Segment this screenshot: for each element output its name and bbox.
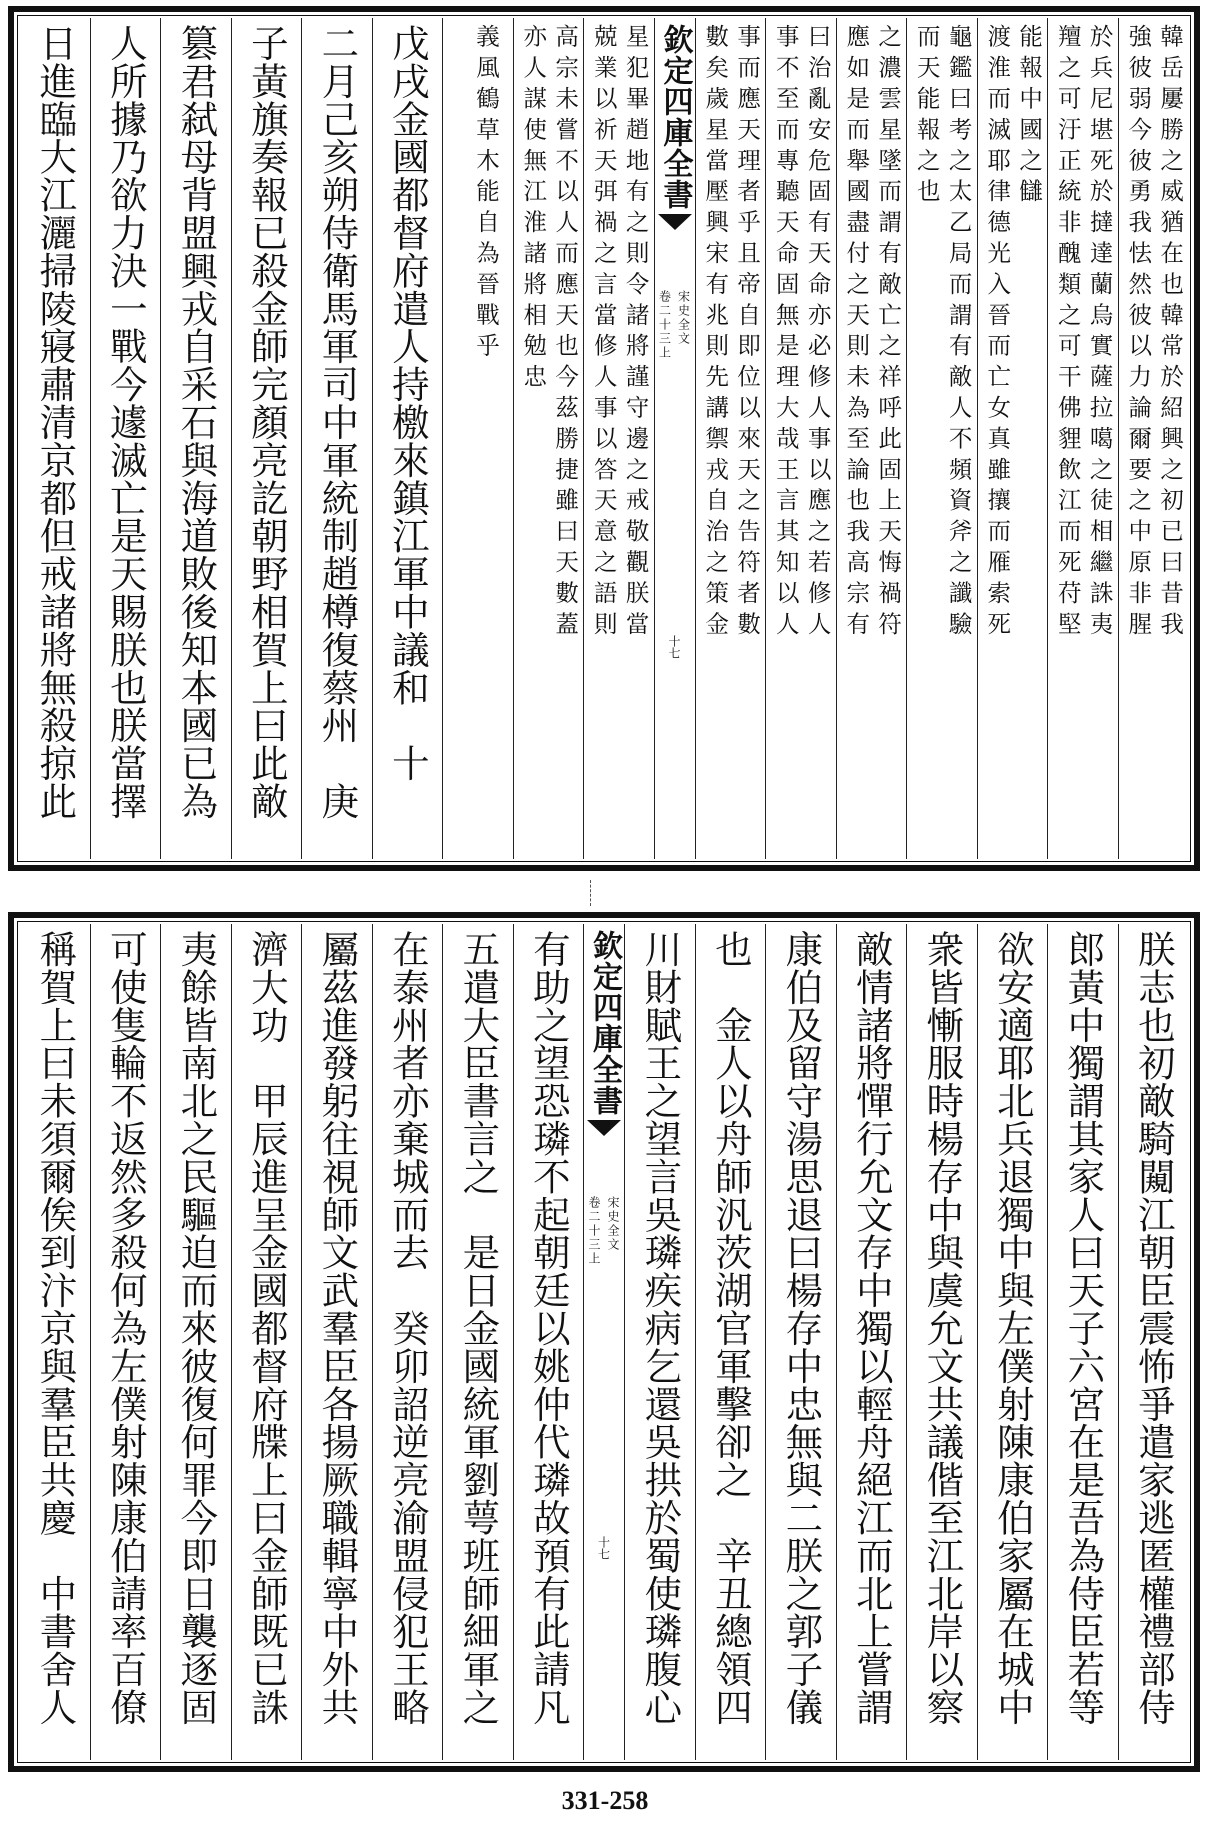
commentary-column xyxy=(906,18,977,859)
commentary-column xyxy=(583,18,654,859)
fold-mark xyxy=(590,880,592,906)
text-column xyxy=(1118,924,1189,1760)
commentary-line: 高宗未嘗不以人而應天也今茲勝捷雖曰天數蓋 xyxy=(551,24,580,642)
text-column xyxy=(20,924,90,1760)
text-line: 欲安適耶北兵退獨中與左僕射陳康伯家屬在城中 xyxy=(990,930,1035,1726)
gutter-title: 欽定四庫全書 xyxy=(657,24,693,210)
gutter-volume xyxy=(586,1196,622,1266)
text-column xyxy=(513,924,584,1760)
text-column xyxy=(977,924,1048,1760)
center-gutter xyxy=(654,18,695,859)
commentary-line: 龜鑑曰考之太乙局而謂有敵人不頻資斧之讖驗 xyxy=(944,24,973,642)
fish-tail-mark xyxy=(587,1120,621,1136)
commentary-column xyxy=(442,18,513,859)
text-column xyxy=(20,18,90,859)
gutter-volume xyxy=(657,290,693,360)
text-column xyxy=(372,18,443,859)
text-line: 衆皆慚服時楊存中與虞允文共議偕至江北岸以察 xyxy=(920,930,965,1726)
text-column xyxy=(372,924,443,1760)
text-column xyxy=(765,924,836,1760)
text-column xyxy=(836,924,907,1760)
text-line: 稱賀上曰未須爾俟到汴京與羣臣共慶 中書舍人 xyxy=(33,930,78,1726)
text-line: 二月己亥朔侍衛馬軍司中軍統制趙樽復蔡州 庚 xyxy=(315,24,360,820)
lower-text-columns xyxy=(20,924,1188,1760)
commentary-line: 而天能報之也 xyxy=(912,24,941,210)
commentary-line: 韓岳屢勝之威猶在也韓常於紹興之初已曰昔我 xyxy=(1156,24,1185,642)
text-line: 人所據乃欲力決一戰今遽滅亡是天賜朕也朕當擇 xyxy=(103,24,148,820)
page-number: 331-258 xyxy=(561,1786,649,1815)
commentary-line: 義風鶴草木能自為晉戰乎 xyxy=(471,24,500,364)
gutter-volume-number: 卷二十三上 xyxy=(587,1196,601,1266)
text-column xyxy=(160,18,231,859)
commentary-column xyxy=(1118,18,1189,859)
text-line: 康伯及留守湯思退曰楊存中忠無與二朕之郭子儀 xyxy=(779,930,824,1726)
commentary-column xyxy=(977,18,1048,859)
commentary-line: 能報中國之讎 xyxy=(1015,24,1044,210)
commentary-line: 之濃雲星墜而謂有敵亡之祥呼此固上天悔禍符 xyxy=(874,24,903,642)
text-column xyxy=(90,924,161,1760)
text-line: 郎黃中獨謂其家人曰天子六宮在是吾為侍臣若等 xyxy=(1061,930,1106,1726)
commentary-line: 亦人謀使無江淮諸將相勉忠 xyxy=(519,24,548,395)
text-column xyxy=(906,924,977,1760)
text-line: 有助之望恐璘不起朝廷以姚仲代璘故預有此請凡 xyxy=(526,930,571,1726)
gutter-folio: 十七 xyxy=(596,1536,611,1560)
commentary-column xyxy=(836,18,907,859)
gutter-folio: 十七 xyxy=(667,635,681,659)
text-line: 朕志也初敵騎闚江朝臣震怖爭遣家逃匿權禮部侍 xyxy=(1131,930,1176,1726)
text-column xyxy=(231,924,302,1760)
commentary-column xyxy=(513,18,584,859)
commentary-line: 羶之可汙正統非醜類之可干佛貍飲江而死苻堅 xyxy=(1053,24,1082,642)
text-line: 在泰州者亦棄城而去 癸卯詔逆亮渝盟侵犯王略 xyxy=(385,930,430,1726)
text-line: 也 金人以舟師汎茨湖官軍擊卻之 辛丑總領四 xyxy=(708,930,753,1726)
upper-book-page xyxy=(8,6,1200,871)
gutter-volume-number: 卷二十三上 xyxy=(657,290,672,360)
commentary-column xyxy=(695,18,766,859)
fish-tail-mark xyxy=(658,214,692,230)
text-column xyxy=(695,924,766,1760)
text-column xyxy=(231,18,302,859)
text-column xyxy=(624,924,695,1760)
text-line: 五遣大臣書言之 是日金國統軍劉萼班師細軍之 xyxy=(456,930,501,1726)
commentary-line: 數矣歲星當壓興宋有兆則先講禦戎自治之策金 xyxy=(701,24,730,642)
text-line: 敵情諸將憚行允文存中獨以輕舟絕江而北上嘗謂 xyxy=(849,930,894,1726)
commentary-line: 事而應天理者乎且帝自即位以來天之告符者數 xyxy=(733,24,762,642)
text-line: 濟大功 甲辰進呈金國都督府牒上曰金師既已誅 xyxy=(244,930,289,1726)
commentary-line: 曰治亂安危固有天命亦必修人事以應之若修人 xyxy=(803,24,832,642)
text-column xyxy=(1047,924,1118,1760)
text-column xyxy=(160,924,231,1760)
text-line: 可使隻輪不返然多殺何為左僕射陳康伯請率百僚 xyxy=(103,930,148,1726)
gutter-book-name: 宋史全文 xyxy=(606,1196,620,1252)
text-line: 戊戌金國都督府遣人持檄來鎮江軍中議和 十 xyxy=(385,24,430,782)
gutter-book-name: 宋史全文 xyxy=(676,290,691,346)
commentary-line: 事不至而專聽天命固無是理大哉王言其知以人 xyxy=(771,24,800,642)
commentary-column xyxy=(1047,18,1118,859)
text-line: 日進臨大江灑掃陵寢肅清京都但戒諸將無殺掠此 xyxy=(33,24,78,820)
gutter-title: 欽定四庫全書 xyxy=(587,930,622,1116)
text-line: 子黃旗奏報已殺金師完顏亮訖朝野相賀上曰此敵 xyxy=(244,24,289,820)
commentary-line: 星犯畢趙地有之則令諸將謹守邊之戒敬觀朕當 xyxy=(621,24,650,642)
commentary-line: 於兵尼堪死於撻達蘭烏實薩拉噶之徒相繼誅夷 xyxy=(1085,24,1114,642)
text-column xyxy=(90,18,161,859)
text-column xyxy=(301,18,372,859)
upper-text-columns xyxy=(20,18,1188,859)
text-line: 篡君弑母背盟興戎自采石與海道敗後知本國已為 xyxy=(174,24,219,820)
commentary-column xyxy=(765,18,836,859)
lower-book-page xyxy=(8,912,1200,1772)
text-column xyxy=(301,924,372,1760)
text-line: 屬茲進發躬往視師文武羣臣各揚厥職輯寧中外共 xyxy=(315,930,360,1726)
center-gutter xyxy=(583,924,624,1760)
commentary-line: 強彼弱今彼勇我怯然彼以力論爾要之中原非腥 xyxy=(1124,24,1153,642)
text-line: 川財賦王之望言吳璘疾病乞還吳拱於蜀使璘腹心 xyxy=(638,930,683,1726)
commentary-line: 應如是而舉國盡付之天則未為至論也我高宗有 xyxy=(842,24,871,642)
text-column xyxy=(442,924,513,1760)
commentary-line: 渡淮而滅耶律德光入晉而亡女真雖攘而雁索死 xyxy=(983,24,1012,642)
commentary-line: 兢業以祈天弭禍之言當修人事以答天意之語則 xyxy=(589,24,618,642)
text-line: 夷餘皆南北之民驅迫而來彼復何罪今即日襲逐固 xyxy=(174,930,219,1726)
